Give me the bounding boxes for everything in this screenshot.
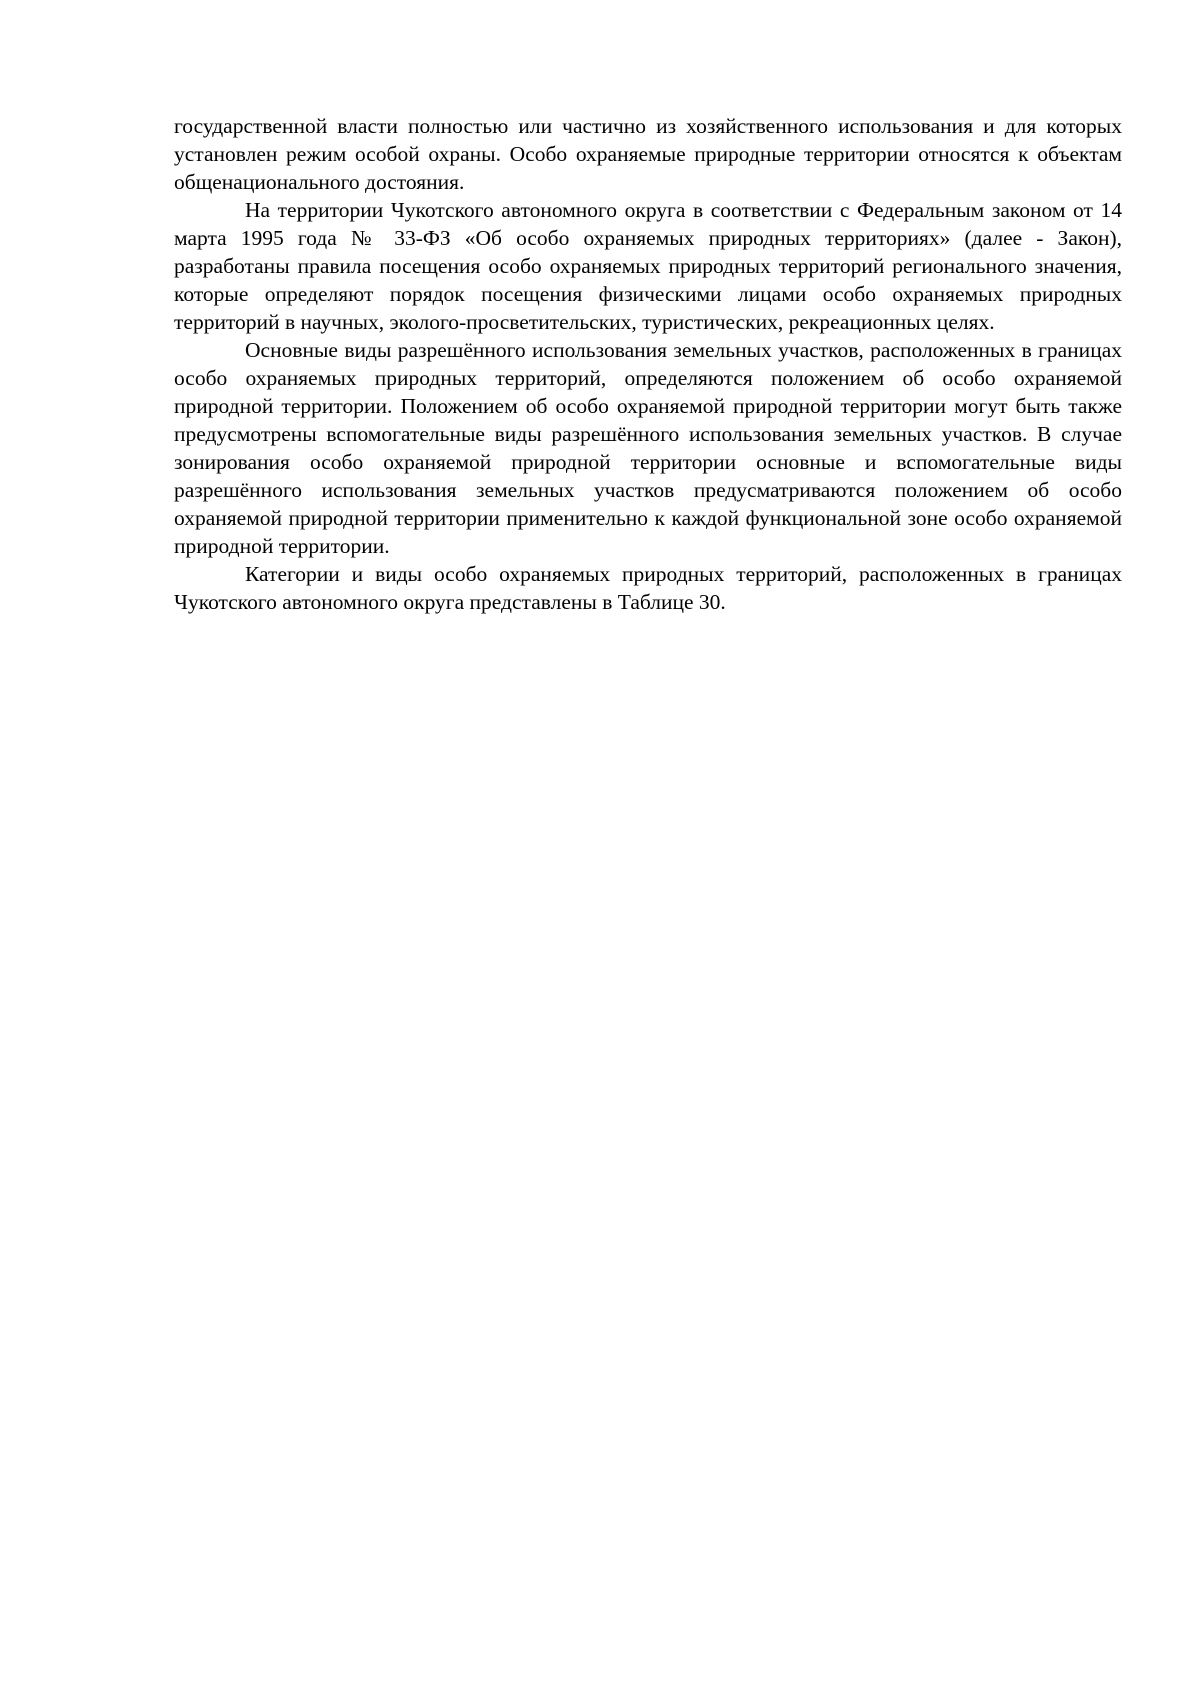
document-page: [174, 112, 1122, 616]
paragraph-continuation: государственной власти полностью или частично из хозяйственного использования и для которых установлен режим особой охраны. Особо охраняемые природные территории относятся к объектам общенационального достояния.: [174, 114, 1122, 194]
paragraph-land-use: Основные виды разрешённого использования земельных участков, расположенных в границах особо охраняемых природных территорий, определяются положением об особо охраняемой природной территории. Положением об особо охраняемой природной территории могут быть также предусмотрены вспомогательные виды разрешённого использования земельных участков. В случае зонирования особо охраняемой природной территории основные и вспомогательные виды разрешённого использования земельных участков предусматриваются положением об особо охраняемой природной территории применительно к каждой функциональной зоне особо охраняемой природной территории.: [174, 338, 1122, 558]
paragraph-federal-law: На территории Чукотского автономного округа в соответствии с Федеральным законом от 14 марта 1995 года № 33-ФЗ «Об особо охраняемых природных территориях» (далее - Закон), разработаны правила посещения особо охраняемых природных территорий регионального значения, которые определяют порядок посещения физическими лицами особо охраняемых природных территорий в научных, эколого-просветительских, туристических, рекреационных целях.: [174, 198, 1122, 334]
paragraph-categories: Категории и виды особо охраняемых природных территорий, расположенных в границах Чукотского автономного округа представлены в Таблице 30.: [174, 562, 1122, 614]
